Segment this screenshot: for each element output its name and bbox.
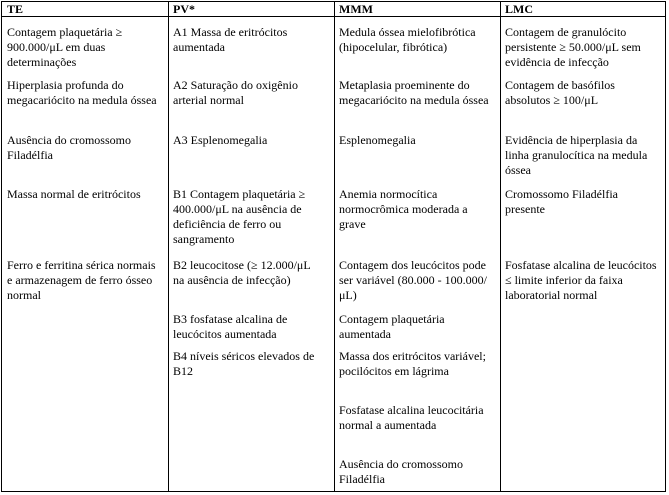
lmc-criterion: Cromossomo Filadélfia presente — [505, 187, 618, 216]
mmm-criterion: Esplenomegalia — [339, 133, 416, 147]
lmc-criterion: Contagem de basófilos absolutos ≥ 100/μL — [505, 78, 615, 107]
pv-criterion: B2 leucocitose (≥ 12.000/μL na ausência de infecção) — [173, 258, 311, 287]
pv-criterion: B1 Contagem plaquetária ≥ 400.000/μL na ausência de deficiência de ferro ou sangramento — [173, 187, 306, 246]
te-criterion: Hiperplasia profunda do megacariócito na medula óssea — [7, 78, 157, 107]
mmm-criterion: Fosfatase alcalina leucocitária normal a aumentada — [339, 403, 484, 432]
mmm-criterion: Contagem plaquetária aumentada — [339, 312, 445, 341]
column-divider — [500, 2, 501, 491]
column-divider — [334, 2, 335, 491]
header-te: TE — [7, 2, 24, 16]
mmm-criterion: Ausência do cromossomo Filadélfia — [339, 457, 463, 486]
mmm-criterion: Medula óssea mielofibrótica (hipocelular, fibrótica) — [339, 25, 476, 54]
lmc-criterion: Fosfatase alcalina de leucócitos ≤ limite inferior da faixa laboratorial normal — [505, 258, 657, 302]
column-divider — [168, 2, 169, 491]
header-lmc: LMC — [505, 2, 533, 16]
mmm-criterion: Anemia normocítica normocrômica moderada a grave — [339, 187, 468, 231]
pv-criterion: A2 Saturação do oxigênio arterial normal — [173, 78, 298, 107]
criteria-table — [1, 1, 666, 492]
mmm-criterion: Massa dos eritrócitos variável; pocilócitos em lágrima — [339, 349, 486, 378]
pv-criterion: B3 fosfatase alcalina de leucócitos aumentada — [173, 312, 288, 341]
header-pv: PV* — [173, 2, 195, 16]
te-criterion: Massa normal de eritrócitos — [7, 187, 141, 201]
lmc-criterion: Evidência de hiperplasia da linha granulocítica na medula óssea — [505, 133, 648, 177]
pv-criterion: A3 Esplenomegalia — [173, 133, 268, 147]
pv-criterion: A1 Massa de eritrócitos aumentada — [173, 25, 288, 54]
te-criterion: Ausência do cromossomo Filadélfia — [7, 133, 131, 162]
header-mmm: MMM — [339, 2, 373, 16]
mmm-criterion: Contagem dos leucócitos pode ser variável (80.000 - 100.000/μL) — [339, 258, 487, 302]
te-criterion: Ferro e ferritina sérica normais e armazenagem de ferro ósseo normal — [7, 258, 156, 302]
mmm-criterion: Metaplasia proeminente do megacariócito na medula óssea — [339, 78, 489, 107]
lmc-criterion: Contagem de granulócito persistente ≥ 50.000/μL sem evidência de infecção — [505, 25, 641, 69]
pv-criterion: B4 níveis séricos elevados de B12 — [173, 349, 315, 378]
te-criterion: Contagem plaquetária ≥ 900.000/μL em duas determinações — [7, 25, 123, 69]
